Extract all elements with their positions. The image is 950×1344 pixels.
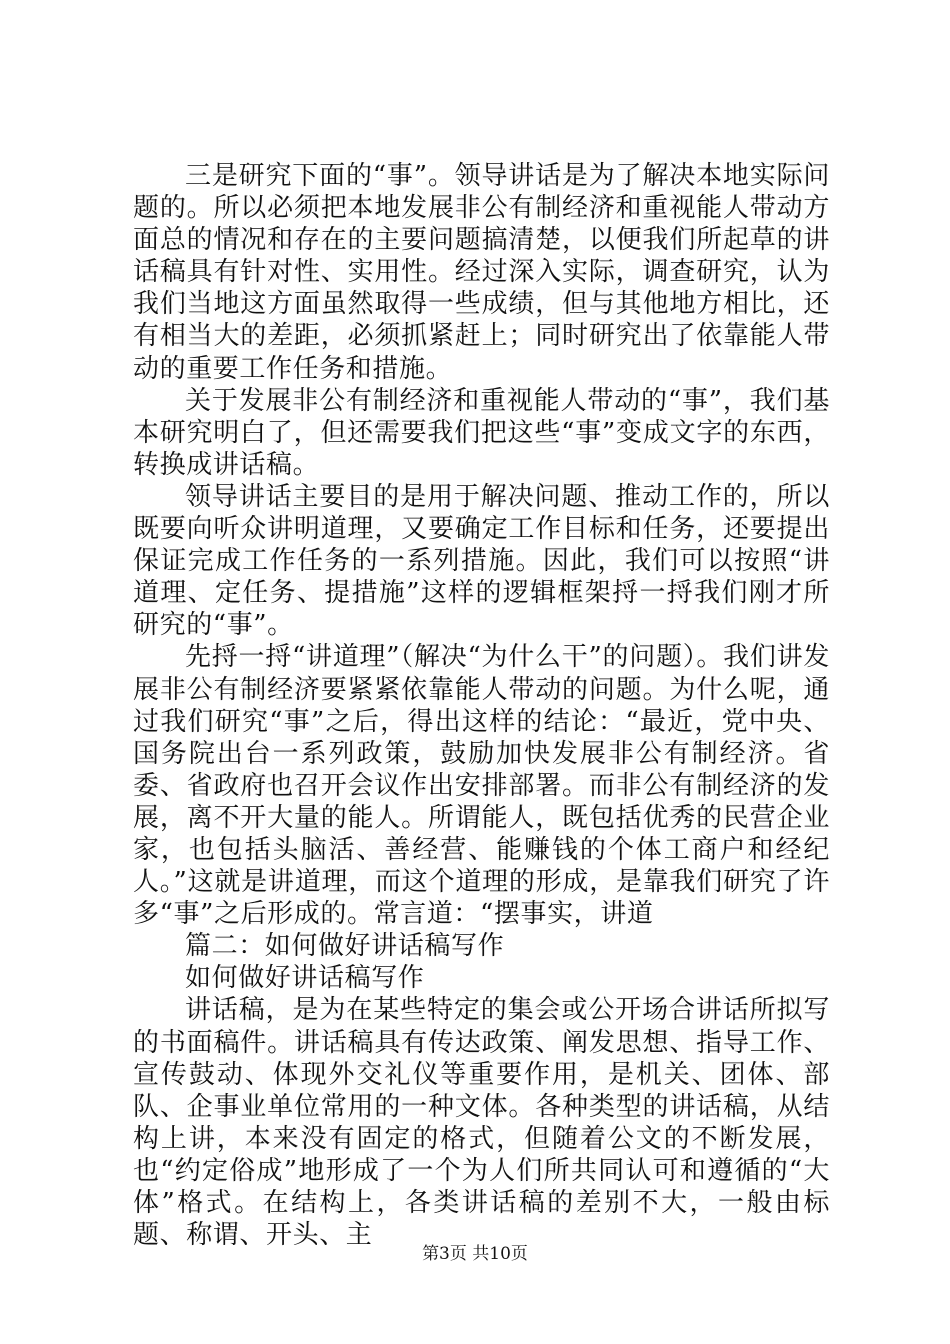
paragraph-research-matters: 三是研究下面的“事”。领导讲话是为了解决本地实际问题的。所以必须把本地发展非公有制经济和重视能人带动方面总的情况和存在的主要问题搞清楚，以便我们所起草的讲话稿具有针对性、实用性。经过深入实际，调查研究，认为我们当地这方面虽然取得一些成绩，但与其他地方相比，还有相当大的差距，必须抓紧赶上；同时研究出了依靠能人带动的重要工作任务和措施。 [133,161,830,384]
paragraph-speech-definition: 讲话稿，是为在某些特定的集会或公开场合讲话所拟写的书面稿件。讲话稿具有传达政策、阐发思想、指导工作、宣传鼓动、体现外交礼仪等重要作用，是机关、团体、部队、企事业单位常用的一种文体。各种类型的讲话稿，从结构上讲，本来没有固定的格式，但随着公文的不断发展，也“约定俗成”地形成了一个为人们所共同认可和遵循的“大体”格式。在结构上，各类讲话稿的差别不大，一般由标题、称谓、开头、主 [133,995,830,1251]
section-title: 如何做好讲话稿写作 [185,963,425,994]
paragraph-reasoning: 先捋一捋“讲道理”（解决“为什么干”的问题）。我们讲发展非公有制经济要紧紧依靠能人带动的问题。为什么呢，通过我们研究“事”之后，得出这样的结论：“最近，党中央、国务院出台一系列政策，鼓励加快发展非公有制经济。省委、省政府也召开会议作出安排部署。而非公有制经济的发展，离不开大量的能人。所谓能人，既包括优秀的民营企业家，也包括头脑活、善经营、能赚钱的个体工商户和经纪人。”这就是讲道理，而这个道理的形成，是靠我们研究了许多“事”之后形成的。常言道：“摆事实，讲道 [133,642,830,930]
paragraph-logic-framework: 领导讲话主要目的是用于解决问题、推动工作的，所以既要向听众讲明道理，又要确定工作目标和任务，还要提出保证完成工作任务的一系列措施。因此，我们可以按照“讲道理、定任务、提措施”这样的逻辑框架捋一捋我们刚才所研究的“事”。 [133,481,830,641]
document-body [133,160,830,1251]
paragraph-convert-to-speech: 关于发展非公有制经济和重视能人带动的“事”，我们基本研究明白了，但还需要我们把这些“事”变成文字的东西，转换成讲话稿。 [133,385,830,480]
page-footer: 第3页 共10页 [422,1244,528,1264]
section-heading: 篇二：如何做好讲话稿写作 [185,931,505,962]
